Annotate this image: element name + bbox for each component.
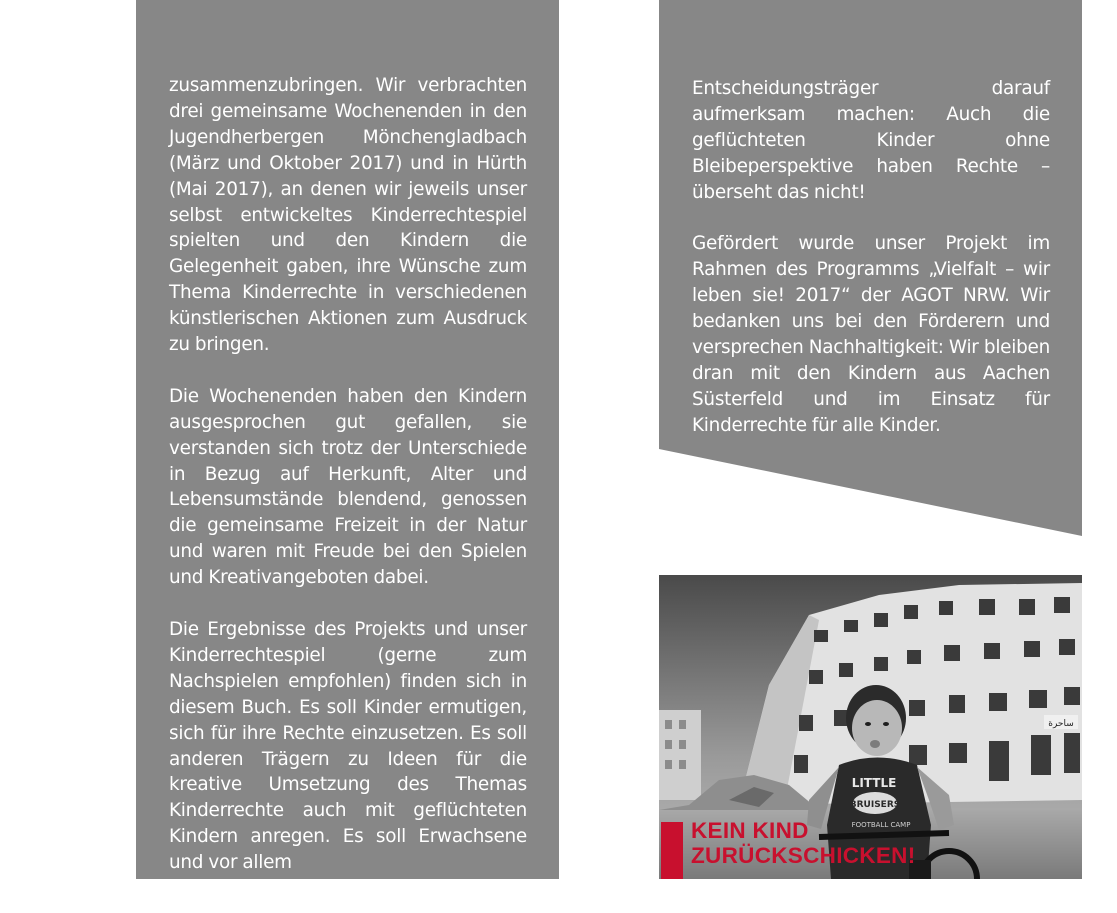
right-column-text	[692, 76, 1050, 439]
banner-line-2: ZURÜCKSCHICKEN!	[691, 843, 916, 868]
left-paragraph-1: zusammenzubringen. Wir verbrachten drei gemeinsame Wochenenden in den Jugendherbergen Mönchengladbach (März und Oktober 2017) und in Hürth (Mai 2017), an denen wir jeweils unser selbst entwickeltes Kinderrechtespiel spielten und den Kindern die Gelegenheit gaben, ihre Wünsche zum Thema Kinderrechte in verschiedenen künstlerischen Aktionen zum Ausdruck zu bringen.	[169, 75, 527, 356]
photo-banner-text	[691, 818, 916, 868]
left-paragraph-2: Die Wochenenden haben den Kindern ausgesprochen gut gefallen, sie verstanden sich trotz der Unterschiede in Bezug auf Herkunft, Alter und Lebensumstände blendend, genossen die gemeinsame Freizeit in der Natur und waren mit Freude bei den Spielen und Kreativangeboten dabei.	[169, 385, 527, 589]
left-column-text	[169, 73, 527, 876]
svg-text:LITTLE: LITTLE	[851, 776, 897, 790]
banner-accent-bar	[661, 822, 683, 879]
left-paragraph-3: Die Ergebnisse des Projekts und unser Kinderrechtespiel (gerne zum Nachspielen empfohlen) finden sich in diesem Buch. Es soll Kinder ermutigen, sich für ihre Rechte einzusetzen. Es soll anderen Trägern zu Ideen für die kreative Umsetzung des Themas Kinderrechte auch mit geflüchteten Kindern anregen. Es soll Erwachsene und vor allem	[169, 619, 527, 874]
banner-line-1: KEIN KIND	[691, 818, 809, 843]
right-paragraph-1: Entscheidungsträger darauf aufmerksam machen: Auch die geflüchteten Kinder ohne Bleibeperspektive haben Rechte – überseht das nicht!	[692, 78, 1050, 203]
svg-text:ساحرة: ساحرة	[1048, 719, 1074, 729]
svg-text:BRUISERS: BRUISERS	[849, 800, 901, 810]
svg-text:FOOTBALL CAMP: FOOTBALL CAMP	[851, 821, 911, 829]
right-paragraph-2: Gefördert wurde unser Projekt im Rahmen des Programms „Vielfalt – wir leben sie! 2017“ der AGOT NRW. Wir bedanken uns bei den Förderern und versprechen Nachhaltigkeit: Wir bleiben dran mit den Kindern aus Aachen Süsterfeld und im Einsatz für Kinderrechte für alle Kinder.	[692, 233, 1050, 436]
